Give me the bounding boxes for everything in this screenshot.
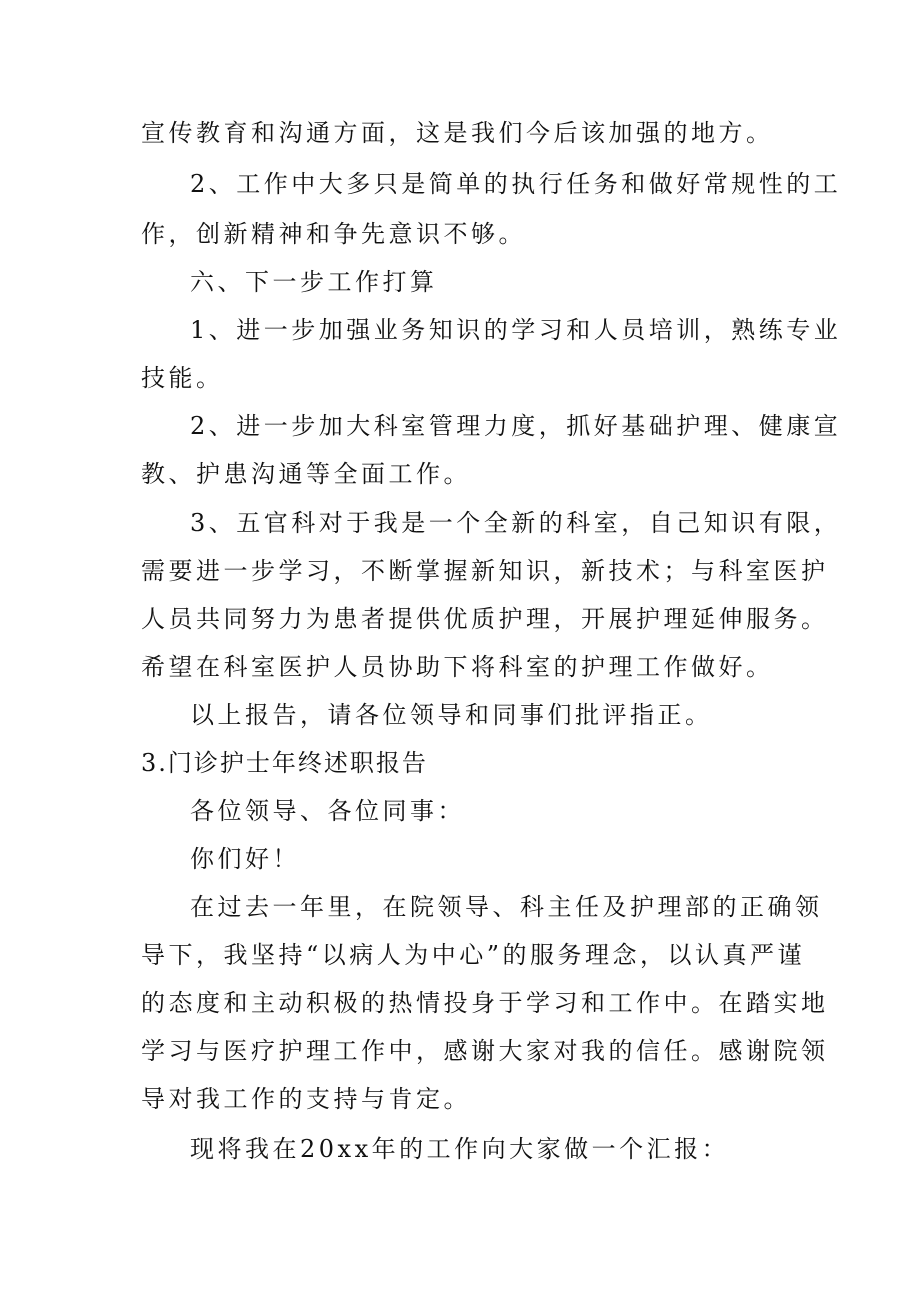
text-line: 现将我在20xx年的工作向大家做一个汇报： xyxy=(190,1135,730,1163)
text-line: 导下，我坚持“以病人为中心”的服务理念，以认真严谨 xyxy=(141,941,806,969)
text-line: 1、进一步加强业务知识的学习和人员培训，熟练专业 xyxy=(190,316,842,344)
text-line: 技能。 xyxy=(141,364,224,392)
text-line: 3、五官科对于我是一个全新的科室，自己知识有限， xyxy=(190,509,842,537)
text-line: 需要进一步学习，不断掌握新知识，新技术；与科室医护 xyxy=(141,557,829,585)
text-line: 人员共同努力为患者提供优质护理，开展护理延伸服务。 xyxy=(141,605,829,633)
text-line: 导对我工作的支持与肯定。 xyxy=(141,1085,471,1113)
text-line: 2、进一步加大科室管理力度，抓好基础护理、健康宣 xyxy=(190,412,842,440)
greeting: 你们好！ xyxy=(190,845,300,873)
text-line: 希望在科室医护人员协助下将科室的护理工作做好。 xyxy=(141,653,774,681)
text-line: 的态度和主动积极的热情投身于学习和工作中。在踏实地 xyxy=(141,989,829,1017)
report-title: 3.门诊护士年终述职报告 xyxy=(141,749,428,777)
text-line: 在过去一年里，在院领导、科主任及护理部的正确领 xyxy=(190,893,823,921)
text-line: 以上报告，请各位领导和同事们批评指正。 xyxy=(190,701,713,729)
text-line: 作，创新精神和争先意识不够。 xyxy=(141,220,526,248)
text-line: 宣传教育和沟通方面，这是我们今后该加强的地方。 xyxy=(141,119,774,147)
text-line: 教、护患沟通等全面工作。 xyxy=(141,460,471,488)
salutation: 各位领导、各位同事： xyxy=(190,797,465,825)
text-line: 2、工作中大多只是简单的执行任务和做好常规性的工 xyxy=(190,170,842,198)
section-heading: 六、下一步工作打算 xyxy=(190,268,438,296)
text-line: 学习与医疗护理工作中，感谢大家对我的信任。感谢院领 xyxy=(141,1037,829,1065)
